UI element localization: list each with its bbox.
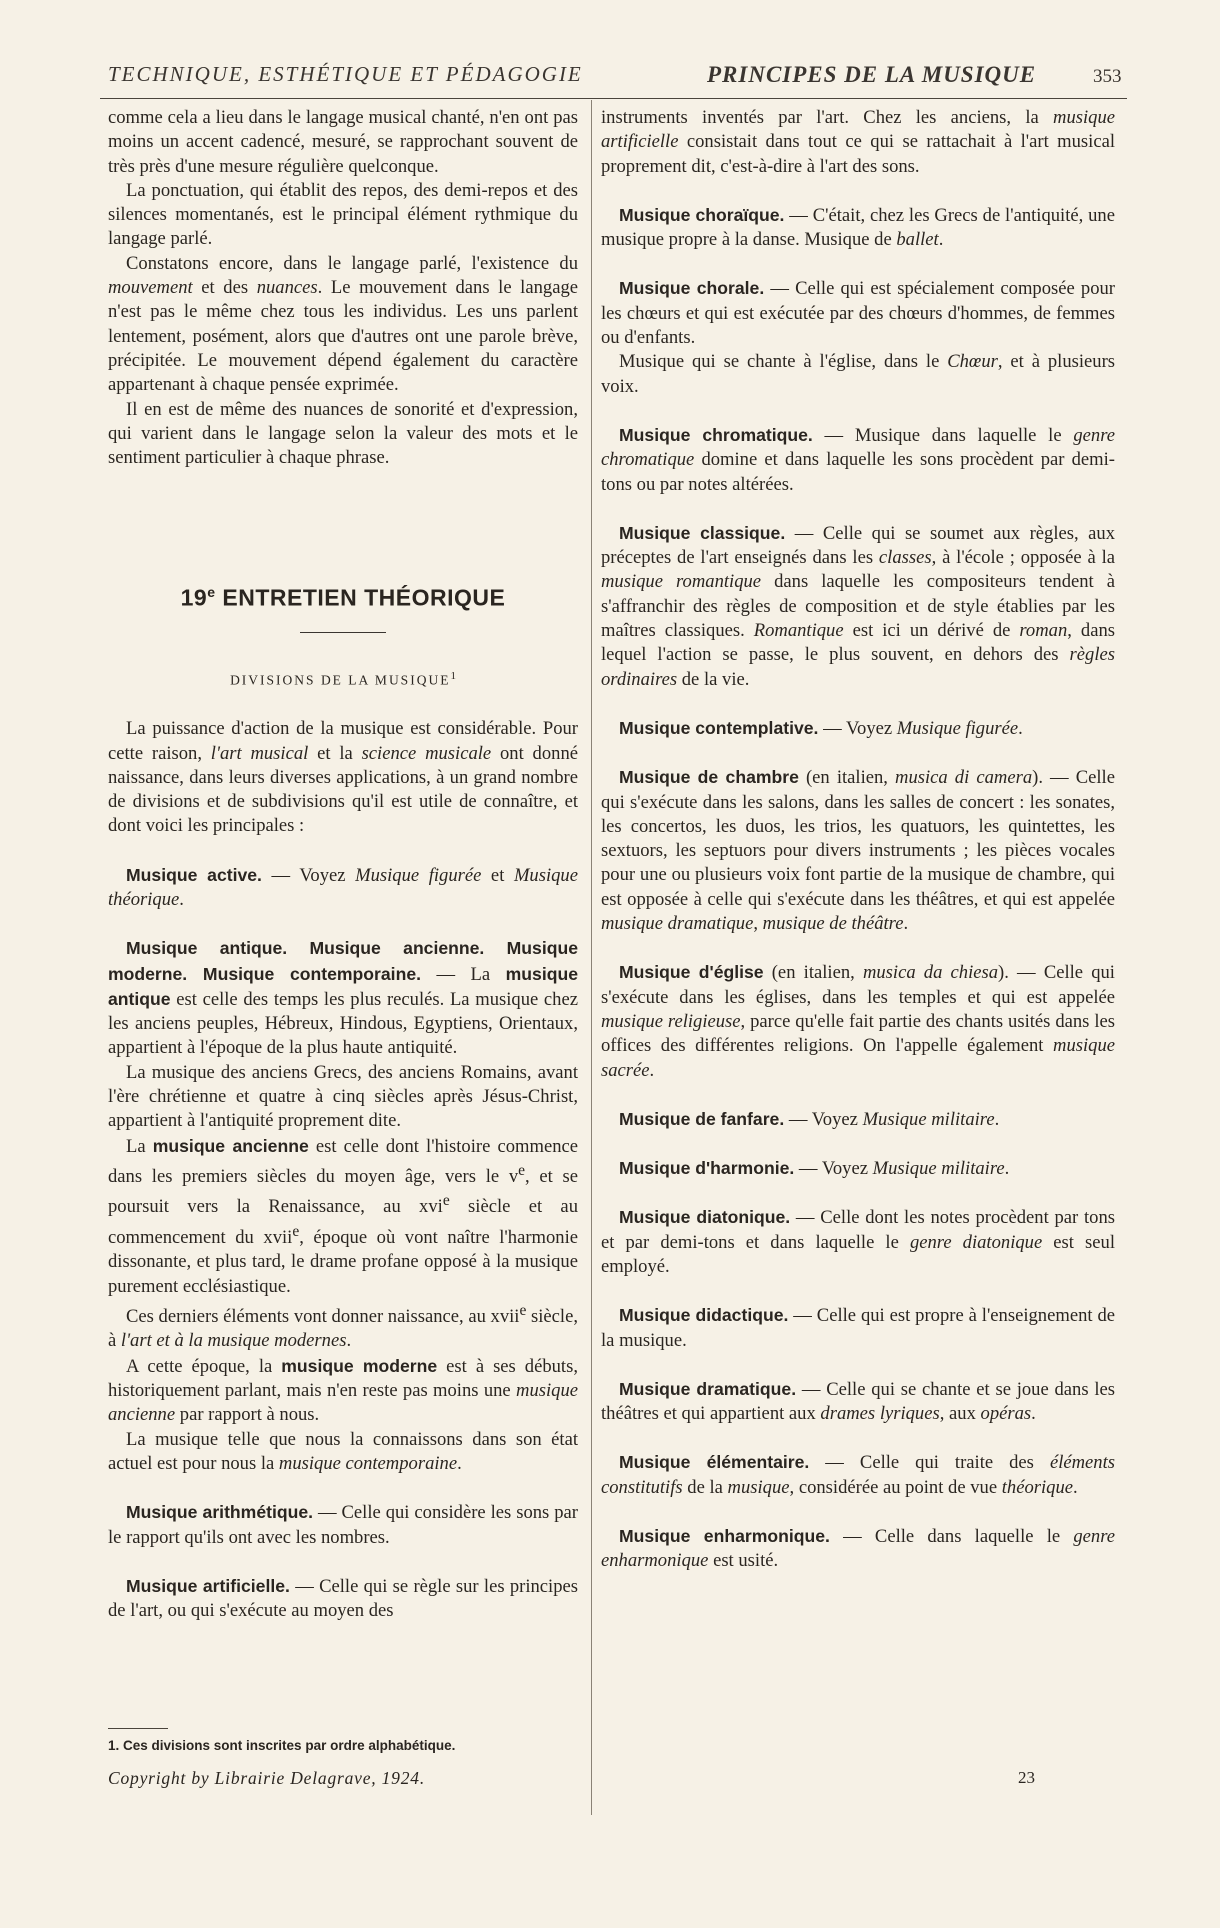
footnote: 1. Ces divisions sont inscrites par ordre alphabétique. xyxy=(108,1738,456,1753)
entry-musique-classique: Musique classique. — Celle qui se soumet aux règles, aux préceptes de l'art enseignés dans les classes, à l'école ; opposée à la musique romantique dans laquelle les compositeurs tendent à s'affranchir des règles de composition et de style établies par les maîtres classiques. Romantique est ici un dérivé de roman, dans lequel l'action se passe, le plus souvent, en dehors des règles ordinaires de la vie. xyxy=(601,522,1116,690)
paragraph: instruments inventés par l'art. Chez les anciens, la musique artificielle consistait dans tout ce qui se rattachait à l'art musical proprement dit, c'est-à-dire à l'art des sons. xyxy=(601,107,1115,177)
footnote-marker: 1 xyxy=(450,670,456,683)
paragraph: Constatons encore, dans le langage parlé, l'existence du mouvement et des nuances. Le mouvement dans le langage n'est pas le même chez tous les individus. Les uns parlent lentement, posément, alors que d'autres ont une parole brève, précipitée. Le mouvement dépend également du caractère appartenant à chaque pensée exprimée. xyxy=(108,252,578,396)
section-title: 19e ENTRETIEN THÉORIQUE xyxy=(180,584,506,612)
header-rule xyxy=(100,98,1127,99)
entry-musique-artificielle: Musique artificielle. — Celle qui se règle sur les principes de l'art, ou qui s'exécute au moyen des xyxy=(108,1575,578,1622)
paragraph: Il en est de même des nuances de sonorité et d'expression, qui varient dans le langage selon la valeur des mots et le sentiment particulier à chaque phrase. xyxy=(108,398,578,469)
copyright-line: Copyright by Librairie Delagrave, 1924. xyxy=(108,1768,426,1788)
paragraph: A cette époque, la musique moderne est à ses débuts, historiquement parlant, mais n'en reste pas moins une musique ancienne par rapport à nous. xyxy=(108,1355,578,1426)
paragraph: La musique des anciens Grecs, des anciens Romains, avant l'ère chrétienne et quatre à cinq siècles après Jésus-Christ, appartient à l'antiquité proprement dite. xyxy=(108,1061,578,1132)
intro-paragraph: La puissance d'action de la musique est considérable. Pour cette raison, l'art musical et la science musicale ont donné naissance, dans leurs diverses applications, à un grand nombre de divisions et de subdivisions qu'il est utile de connaître, et dont voici les principales : xyxy=(108,718,578,837)
running-header-left: TECHNIQUE, ESTHÉTIQUE ET PÉDAGOGIE xyxy=(108,62,583,86)
section-subtitle: DIVISIONS DE LA MUSIQUE$^1$ xyxy=(230,670,456,688)
paragraph: La musique ancienne est celle dont l'histoire commence dans les premiers siècles du moyen âge, vers le $v^e$, et se poursuit vers la Renaissance, au xvi$^e$ siècle et au commencement du xvii$^e$, époque où vont naître l'harmonie dissonante, et plus tard, le drame profane opposé à la musique purement ecclésiastique. xyxy=(108,1135,578,1297)
page-number: 353 xyxy=(1093,66,1122,87)
running-header-right: PRINCIPES DE LA MUSIQUE xyxy=(707,62,1037,87)
entry-musique-contemplative: Musique contemplative. — Voyez Musique figurée. xyxy=(619,717,1023,739)
title-rule xyxy=(300,632,386,633)
entry-musique-dramatique: Musique dramatique. — Celle qui se chante et se joue dans les théâtres et qui appartient aux drames lyriques, aux opéras. xyxy=(601,1378,1115,1425)
entry-musique-chorale: Musique chorale. — Celle qui est spécialement composée pour les chœurs et qui est exécutée par des chœurs d'hommes, de femmes ou d'enfants. xyxy=(601,278,1115,349)
entry-musique-d-eglise: Musique d'église (en italien, musica da chiesa). — Celle qui s'exécute dans les églises, dans les temples et qui est appelée musique religieuse, parce qu'elle fait partie des chants usités dans les offices des différentes religions. On l'appelle également musique sacrée. xyxy=(601,962,1115,1081)
entry-musique-de-chambre: Musique de chambre (en italien, musica di camera). — Celle qui s'exécute dans les salons, dans les salles de concert : les sonates, les concertos, les duos, les trios, les quatuors, les quintettes, les sextuors, les septuors pour divers instruments ; les pièces vocales pour une ou plusieurs voix font partie de la musique de chambre, qui est opposée à celle qui s'exécute dans les théâtres, et qui est appelée musique dramatique, musique de théâtre. xyxy=(601,767,1115,935)
paragraph: Ces derniers éléments vont donner naissance, au xvii$^e$ siècle, à l'art et à la musique modernes. xyxy=(108,1302,579,1352)
entry-musique-antique: Musique antique. Musique ancienne. Musique moderne. Musique contemporaine. — La musique antique est celle des temps les plus reculés. La musique chez les anciens peuples, Hébreux, Hindous, Egyptiens, Orientaux, appartient à l'époque de la plus haute antiquité. xyxy=(108,938,578,1059)
entry-musique-de-fanfare: Musique de fanfare. — Voyez Musique militaire. xyxy=(619,1108,1000,1130)
column-divider xyxy=(591,100,592,1815)
footnote-rule xyxy=(108,1728,168,1729)
right-column xyxy=(601,106,1115,1574)
entry-musique-elementaire: Musique élémentaire. — Celle qui traite des éléments constitutifs de la musique, considérée au point de vue théorique. xyxy=(601,1452,1115,1498)
entry-musique-active: Musique active. — Voyez Musique figurée et Musique théorique. xyxy=(108,864,578,910)
left-column xyxy=(108,106,578,1623)
signature-number: 23 xyxy=(1018,1768,1035,1787)
paragraph: La ponctuation, qui établit des repos, des demi-repos et des silences momentanés, est le principal élément rythmique du langage parlé. xyxy=(108,179,578,250)
paragraph: Musique qui se chante à l'église, dans le Chœur, et à plusieurs voix. xyxy=(601,351,1115,397)
entry-musique-arithmetique: Musique arithmétique. — Celle qui considère les sons par le rapport qu'ils ont avec les nombres. xyxy=(108,1502,578,1548)
entry-musique-choraique: Musique choraïque. — C'était, chez les Grecs de l'antiquité, une musique propre à la danse. Musique de ballet. xyxy=(601,204,1115,251)
entry-musique-didactique: Musique didactique. — Celle qui est propre à l'enseignement de la musique. xyxy=(601,1305,1115,1351)
entry-musique-diatonique: Musique diatonique. — Celle dont les notes procèdent par tons et par demi-tons et dans laquelle le genre diatonique est seul employé. xyxy=(601,1207,1116,1277)
entry-musique-d-harmonie: Musique d'harmonie. — Voyez Musique militaire. xyxy=(619,1158,1010,1180)
entry-musique-chromatique: Musique chromatique. — Musique dans laquelle le genre chromatique domine et dans laquelle les sons procèdent par demi-tons ou par notes altérées. xyxy=(601,424,1115,495)
entry-musique-enharmonique: Musique enharmonique. — Celle dans laquelle le genre enharmonique est usité. xyxy=(601,1526,1115,1572)
paragraph: comme cela a lieu dans le langage musical chanté, n'en ont pas moins un accent cadencé, mesuré, se rapprochant souvent de très près d'une mesure régulière quelconque. xyxy=(108,107,578,177)
paragraph: La musique telle que nous la connaissons dans son état actuel est pour nous la musique contemporaine. xyxy=(108,1428,578,1474)
